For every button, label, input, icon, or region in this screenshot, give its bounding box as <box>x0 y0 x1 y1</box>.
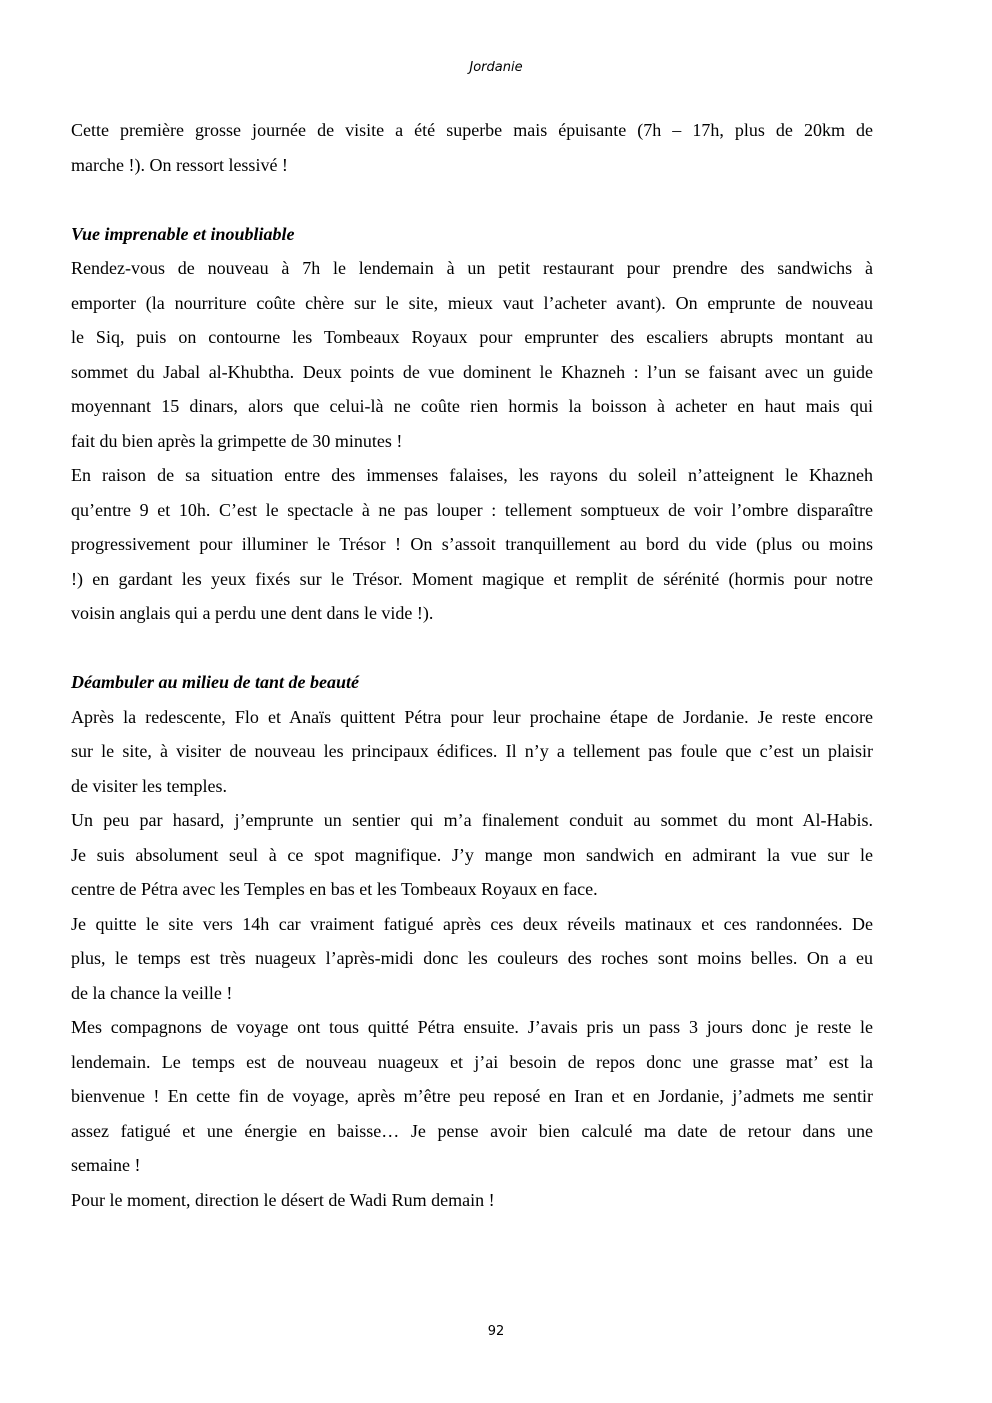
text-line: Un peu par hasard, j’emprunte un sentier qui m’a finalement conduit au sommet du mont Al-Habis. <box>71 810 873 830</box>
text-line: marche !). On ressort lessivé ! <box>71 154 288 175</box>
text-line: Après la redescente, Flo et Anaïs quittent Pétra pour leur prochaine étape de Jordanie. Je reste encore <box>71 706 873 727</box>
text-line: sommet du Jabal al-Khubtha. Deux points de vue dominent le Khazneh : l’un se faisant avec un guide <box>71 361 873 382</box>
text-line: voisin anglais qui a perdu une dent dans le vide !). <box>71 603 434 623</box>
text-line: de la chance la veille ! <box>71 982 233 1003</box>
section-heading: Vue imprenable et inoubliable <box>71 223 295 244</box>
document-body <box>71 113 873 1217</box>
page-number: 92 <box>487 1324 505 1339</box>
text-line: Je quitte le site vers 14h car vraiment fatigué après ces deux réveils matinaux et ces randonnées. De <box>71 913 873 934</box>
paragraph <box>71 1183 873 1218</box>
text-line: semaine ! <box>71 1155 141 1175</box>
text-line: moyennant 15 dinars, alors que celui-là ne coûte rien hormis la boisson à acheter en haut mais qui <box>71 396 873 416</box>
text-line: de visiter les temples. <box>71 775 227 796</box>
paragraph <box>71 700 873 804</box>
blank-line <box>71 631 873 666</box>
paragraph <box>71 113 873 182</box>
text-line: !) en gardant les yeux fixés sur le Trésor. Moment magique et remplit de sérénité (hormis pour notre <box>71 568 873 589</box>
blank-line <box>71 182 873 217</box>
paragraph <box>71 907 873 1011</box>
paragraph <box>71 803 873 907</box>
paragraph <box>71 458 873 631</box>
text-line: Cette première grosse journée de visite a été superbe mais épuisante (7h – 17h, plus de 20km de <box>71 120 873 140</box>
text-line: sur le site, à visiter de nouveau les principaux édifices. Il n’y a tellement pas foule que c’est un plaisir <box>71 741 873 761</box>
paragraph <box>71 251 873 458</box>
text-line: qu’entre 9 et 10h. C’est le spectacle à ne pas louper : tellement somptueux de voir l’ombre disparaître <box>71 499 873 520</box>
text-line: Je suis absolument seul à ce spot magnifique. J’y mange mon sandwich en admirant la vue sur le <box>71 844 873 865</box>
text-line: Pour le moment, direction le désert de Wadi Rum demain ! <box>71 1189 495 1210</box>
text-line: Rendez-vous de nouveau à 7h le lendemain à un petit restaurant pour prendre des sandwichs à <box>71 258 873 278</box>
text-line: progressivement pour illuminer le Trésor ! On s’assoit tranquillement au bord du vide (plus ou moins <box>71 534 873 554</box>
text-line: En raison de sa situation entre des immenses falaises, les rayons du soleil n’atteignent le Khazneh <box>71 465 873 485</box>
running-header: Jordanie <box>469 60 523 75</box>
text-line: bienvenue ! En cette fin de voyage, après m’être peu reposé en Iran et en Jordanie, j’admets me sentir <box>71 1086 873 1106</box>
text-line: assez fatigué et une énergie en baisse… Je pense avoir bien calculé ma date de retour dans une <box>71 1120 873 1141</box>
text-line: fait du bien après la grimpette de 30 minutes ! <box>71 430 403 451</box>
section-heading: Déambuler au milieu de tant de beauté <box>71 672 359 692</box>
paragraph <box>71 1010 873 1183</box>
text-line: lendemain. Le temps est de nouveau nuageux et j’ai besoin de repos donc une grasse mat’ est la <box>71 1051 873 1072</box>
text-line: plus, le temps est très nuageux l’après-midi donc les couleurs des roches sont moins belles. On a eu <box>71 948 873 968</box>
text-line: centre de Pétra avec les Temples en bas et les Tombeaux Royaux en face. <box>71 879 598 899</box>
text-line: emporter (la nourriture coûte chère sur le site, mieux vaut l’acheter avant). On emprunte de nouveau <box>71 292 873 313</box>
text-line: le Siq, puis on contourne les Tombeaux Royaux pour emprunter des escaliers abrupts montant au <box>71 327 873 347</box>
text-line: Mes compagnons de voyage ont tous quitté Pétra ensuite. J’avais pris un pass 3 jours donc je reste le <box>71 1017 873 1037</box>
